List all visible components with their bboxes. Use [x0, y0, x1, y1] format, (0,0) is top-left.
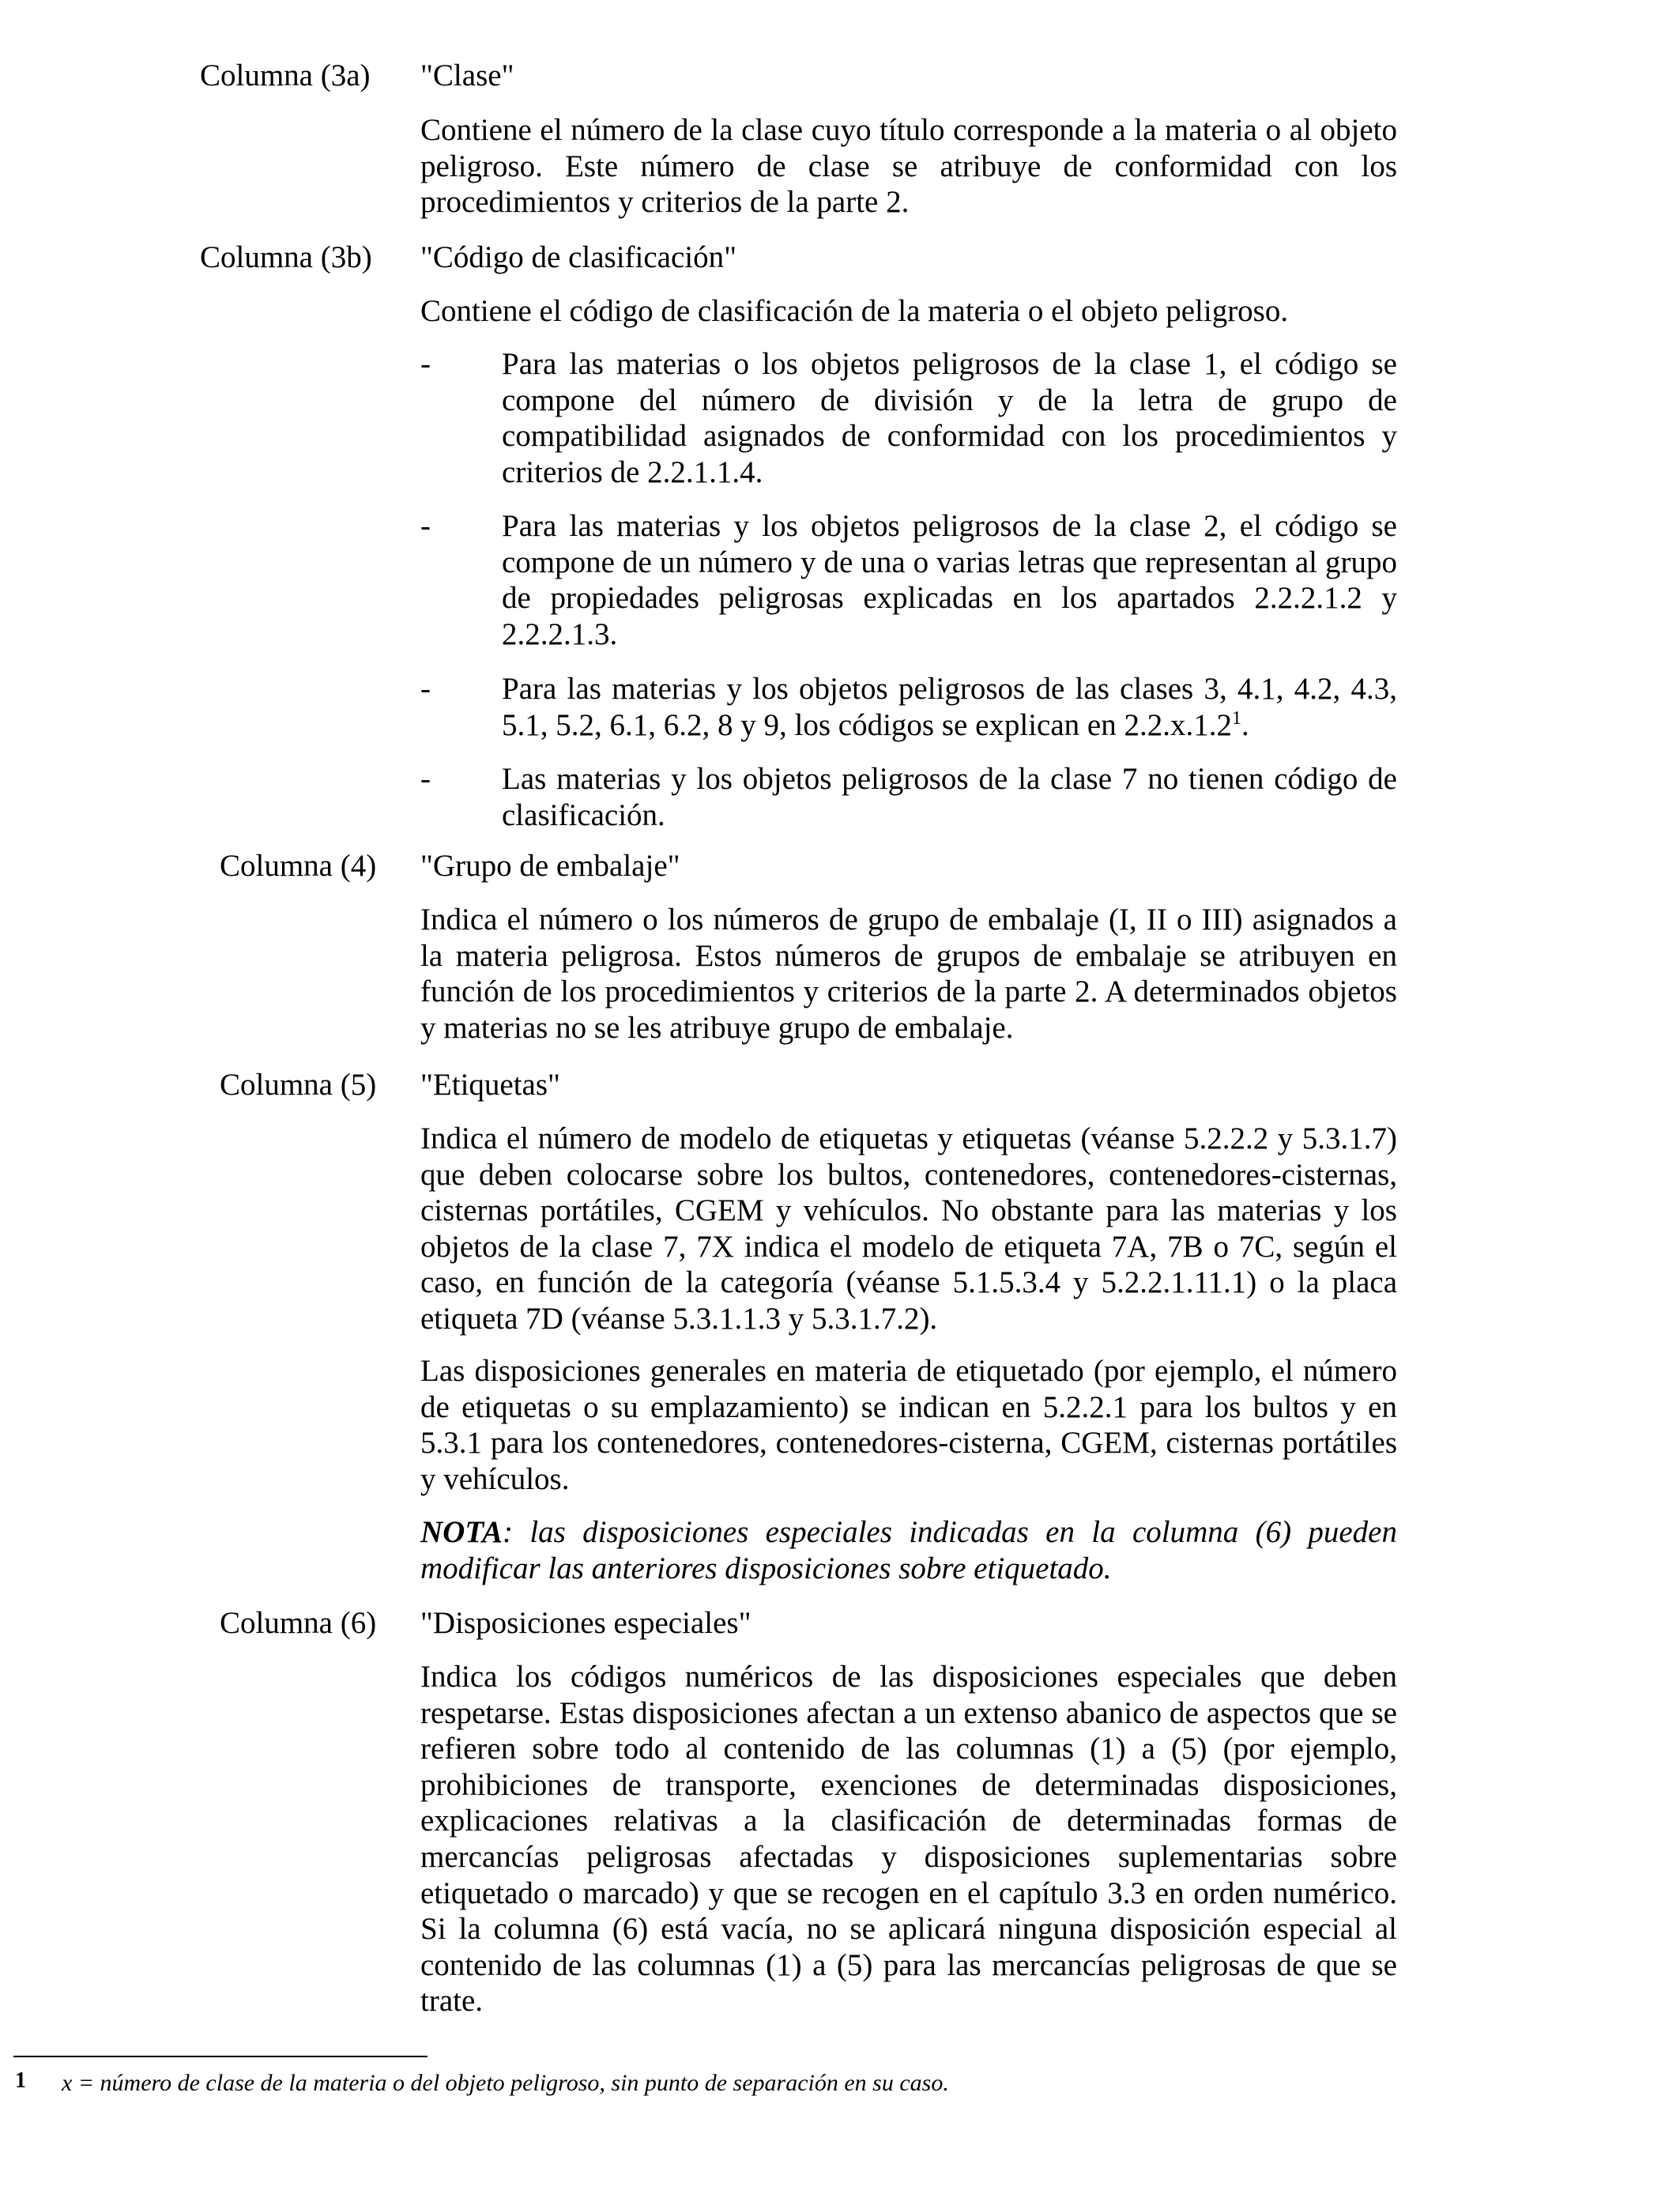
description-paragraph: Indica los códigos numéricos de las disposiciones especiales que deben respetarse. Estas disposiciones afectan a un extenso abanico de aspectos que se refieren sobre todo al contenido de las columnas (1) a (5) (por ejemplo, prohibiciones de transporte, exenciones de determinadas disposiciones, explicaciones relativas a la clasificación de determinadas formas de mercancías peligrosas afectadas y disposiciones suplementarias sobre etiquetado o marcado) y que se recogen en el capítulo 3.3 en orden numérico. Si la columna (6) está vacía, no se aplicará ninguna disposición especial al contenido de las columnas (1) a (5) para las mercancías peligrosas de que se trate.	[420, 1660, 1397, 2019]
bullet-text: Para las materias y los objetos peligrosos de la clase 2, el código se compone de un número y de una o varias letras que representan al grupo de propiedades peligrosas explicadas en los apartados 2.2.2.1.2 y 2.2.2.1.3.	[502, 509, 1397, 651]
column-title: "Grupo de embalaje"	[420, 849, 680, 883]
bullet-dash: -	[420, 672, 431, 706]
column-label: Columna (5)	[220, 1068, 377, 1102]
footnote-separator	[13, 2056, 428, 2057]
bullet-text-with-footnote	[502, 671, 1397, 743]
note-paragraph	[420, 1514, 1397, 1586]
column-title: "Código de clasificación"	[420, 240, 737, 274]
bullet-dash: -	[420, 509, 431, 543]
footnote-mark: 1	[15, 2068, 26, 2093]
note-label: NOTA	[420, 1515, 503, 1549]
description-paragraph: Indica el número de modelo de etiquetas y etiquetas (véanse 5.2.2.2 y 5.3.1.7) que deben colocarse sobre los bultos, contenedores, contenedores-cisternas, cisternas portátiles, CGEM y vehículos. No obstante para las materias y los objetos de la clase 7, 7X indica el modelo de etiqueta 7A, 7B o 7C, según el caso, en función de la categoría (véanse 5.1.5.3.4 y 5.2.2.1.11.1) o la placa etiqueta 7D (véanse 5.3.1.1.3 y 5.3.1.7.2).	[420, 1122, 1397, 1336]
column-label: Columna (3a)	[200, 58, 371, 92]
column-label: Columna (3b)	[200, 240, 372, 274]
description-paragraph: Contiene el código de clasificación de la materia o el objeto peligroso.	[420, 294, 1289, 328]
note-text: : las disposiciones especiales indicadas en la columna (6) pueden modificar las anteriores disposiciones sobre etiquetado.	[420, 1515, 1397, 1585]
description-paragraph: Indica el número o los números de grupo de embalaje (I, II o III) asignados a la materia peligrosa. Estos números de grupos de embalaje se atribuyen en función de los procedimientos y criterios de la parte 2. A determinados objetos y materias no se les atribuye grupo de embalaje.	[420, 903, 1397, 1045]
description-paragraph: Las disposiciones generales en materia de etiquetado (por ejemplo, el número de etiquetas o su emplazamiento) se indican en 5.2.2.1 para los bultos y en 5.3.1 para los contenedores, contenedores-cisterna, CGEM, cisternas portátiles y vehículos.	[420, 1354, 1397, 1496]
description-paragraph: Contiene el número de la clase cuyo título corresponde a la materia o al objeto peligroso. Este número de clase se atribuye de conformidad con los procedimientos y criterios de la parte 2.	[420, 113, 1397, 220]
column-title: "Clase"	[420, 58, 514, 92]
column-label: Columna (4)	[220, 849, 377, 883]
column-title: "Disposiciones especiales"	[420, 1606, 751, 1640]
bullet-text: Las materias y los objetos peligrosos de la clase 7 no tienen código de clasificación.	[502, 762, 1397, 832]
column-title: "Etiquetas"	[420, 1068, 560, 1102]
footnote-text: x = número de clase de la materia o del objeto peligroso, sin punto de separación en su caso.	[62, 2070, 949, 2096]
column-label: Columna (6)	[220, 1606, 377, 1640]
bullet-text: Para las materias o los objetos peligrosos de la clase 1, el código se compone del número de división y de la letra de grupo de compatibilidad asignados de conformidad con los procedimientos y criterios de 2.2.1.1.4.	[502, 347, 1397, 489]
bullet-dash: -	[420, 347, 431, 381]
bullet-text: Para las materias y los objetos peligrosos de las clases 3, 4.1, 4.2, 4.3, 5.1, 5.2, 6.1, 6.2, 8 y 9, los códigos se explican en 2.2.x.1.2	[502, 672, 1397, 742]
bullet-text-end: .	[1241, 707, 1249, 742]
footnote-reference[interactable]: 1	[1231, 707, 1241, 729]
bullet-dash: -	[420, 762, 431, 796]
